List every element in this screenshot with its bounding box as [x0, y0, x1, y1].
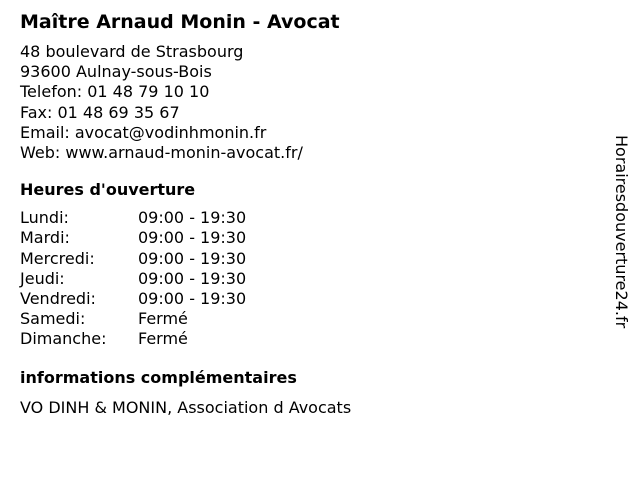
address-city: 93600 Aulnay-sous-Bois — [20, 62, 212, 82]
business-card — [20, 10, 590, 418]
email-address: Email: avocat@vodinhmonin.fr — [20, 122, 267, 142]
hours-time: Fermé — [138, 309, 188, 329]
extra-info-heading: informations complémentaires — [20, 367, 297, 387]
website-url: Web: www.arnaud-monin-avocat.fr/ — [20, 143, 303, 163]
hours-day: Dimanche: — [20, 329, 107, 349]
watermark-text: Horairesdouverture24.fr — [612, 135, 631, 329]
hours-row — [20, 329, 590, 349]
hours-day: Mercredi: — [20, 248, 95, 268]
hours-heading: Heures d'ouverture — [20, 180, 196, 200]
hours-time: 09:00 - 19:30 — [138, 289, 247, 309]
extra-info-text: VO DINH & MONIN, Association d Avocats — [20, 397, 352, 417]
hours-day: Lundi: — [20, 208, 69, 228]
hours-row — [20, 289, 590, 309]
hours-day: Vendredi: — [20, 289, 96, 309]
hours-time: Fermé — [138, 329, 188, 349]
hours-day: Mardi: — [20, 228, 70, 248]
hours-row — [20, 208, 590, 228]
hours-row — [20, 269, 590, 289]
address-street: 48 boulevard de Strasbourg — [20, 42, 244, 61]
page-title: Maître Arnaud Monin - Avocat — [20, 11, 340, 33]
hours-time: 09:00 - 19:30 — [138, 228, 247, 248]
hours-time: 09:00 - 19:30 — [138, 268, 247, 288]
hours-table — [20, 208, 590, 349]
hours-time: 09:00 - 19:30 — [138, 248, 247, 268]
fax-number: Fax: 01 48 69 35 67 — [20, 102, 180, 122]
hours-row — [20, 228, 590, 248]
phone-number: Telefon: 01 48 79 10 10 — [20, 82, 210, 102]
hours-day: Jeudi: — [20, 268, 65, 288]
hours-time: 09:00 - 19:30 — [138, 208, 247, 228]
hours-row — [20, 249, 590, 269]
hours-day: Samedi: — [20, 309, 86, 329]
hours-row — [20, 309, 590, 329]
contact-block — [20, 42, 590, 163]
